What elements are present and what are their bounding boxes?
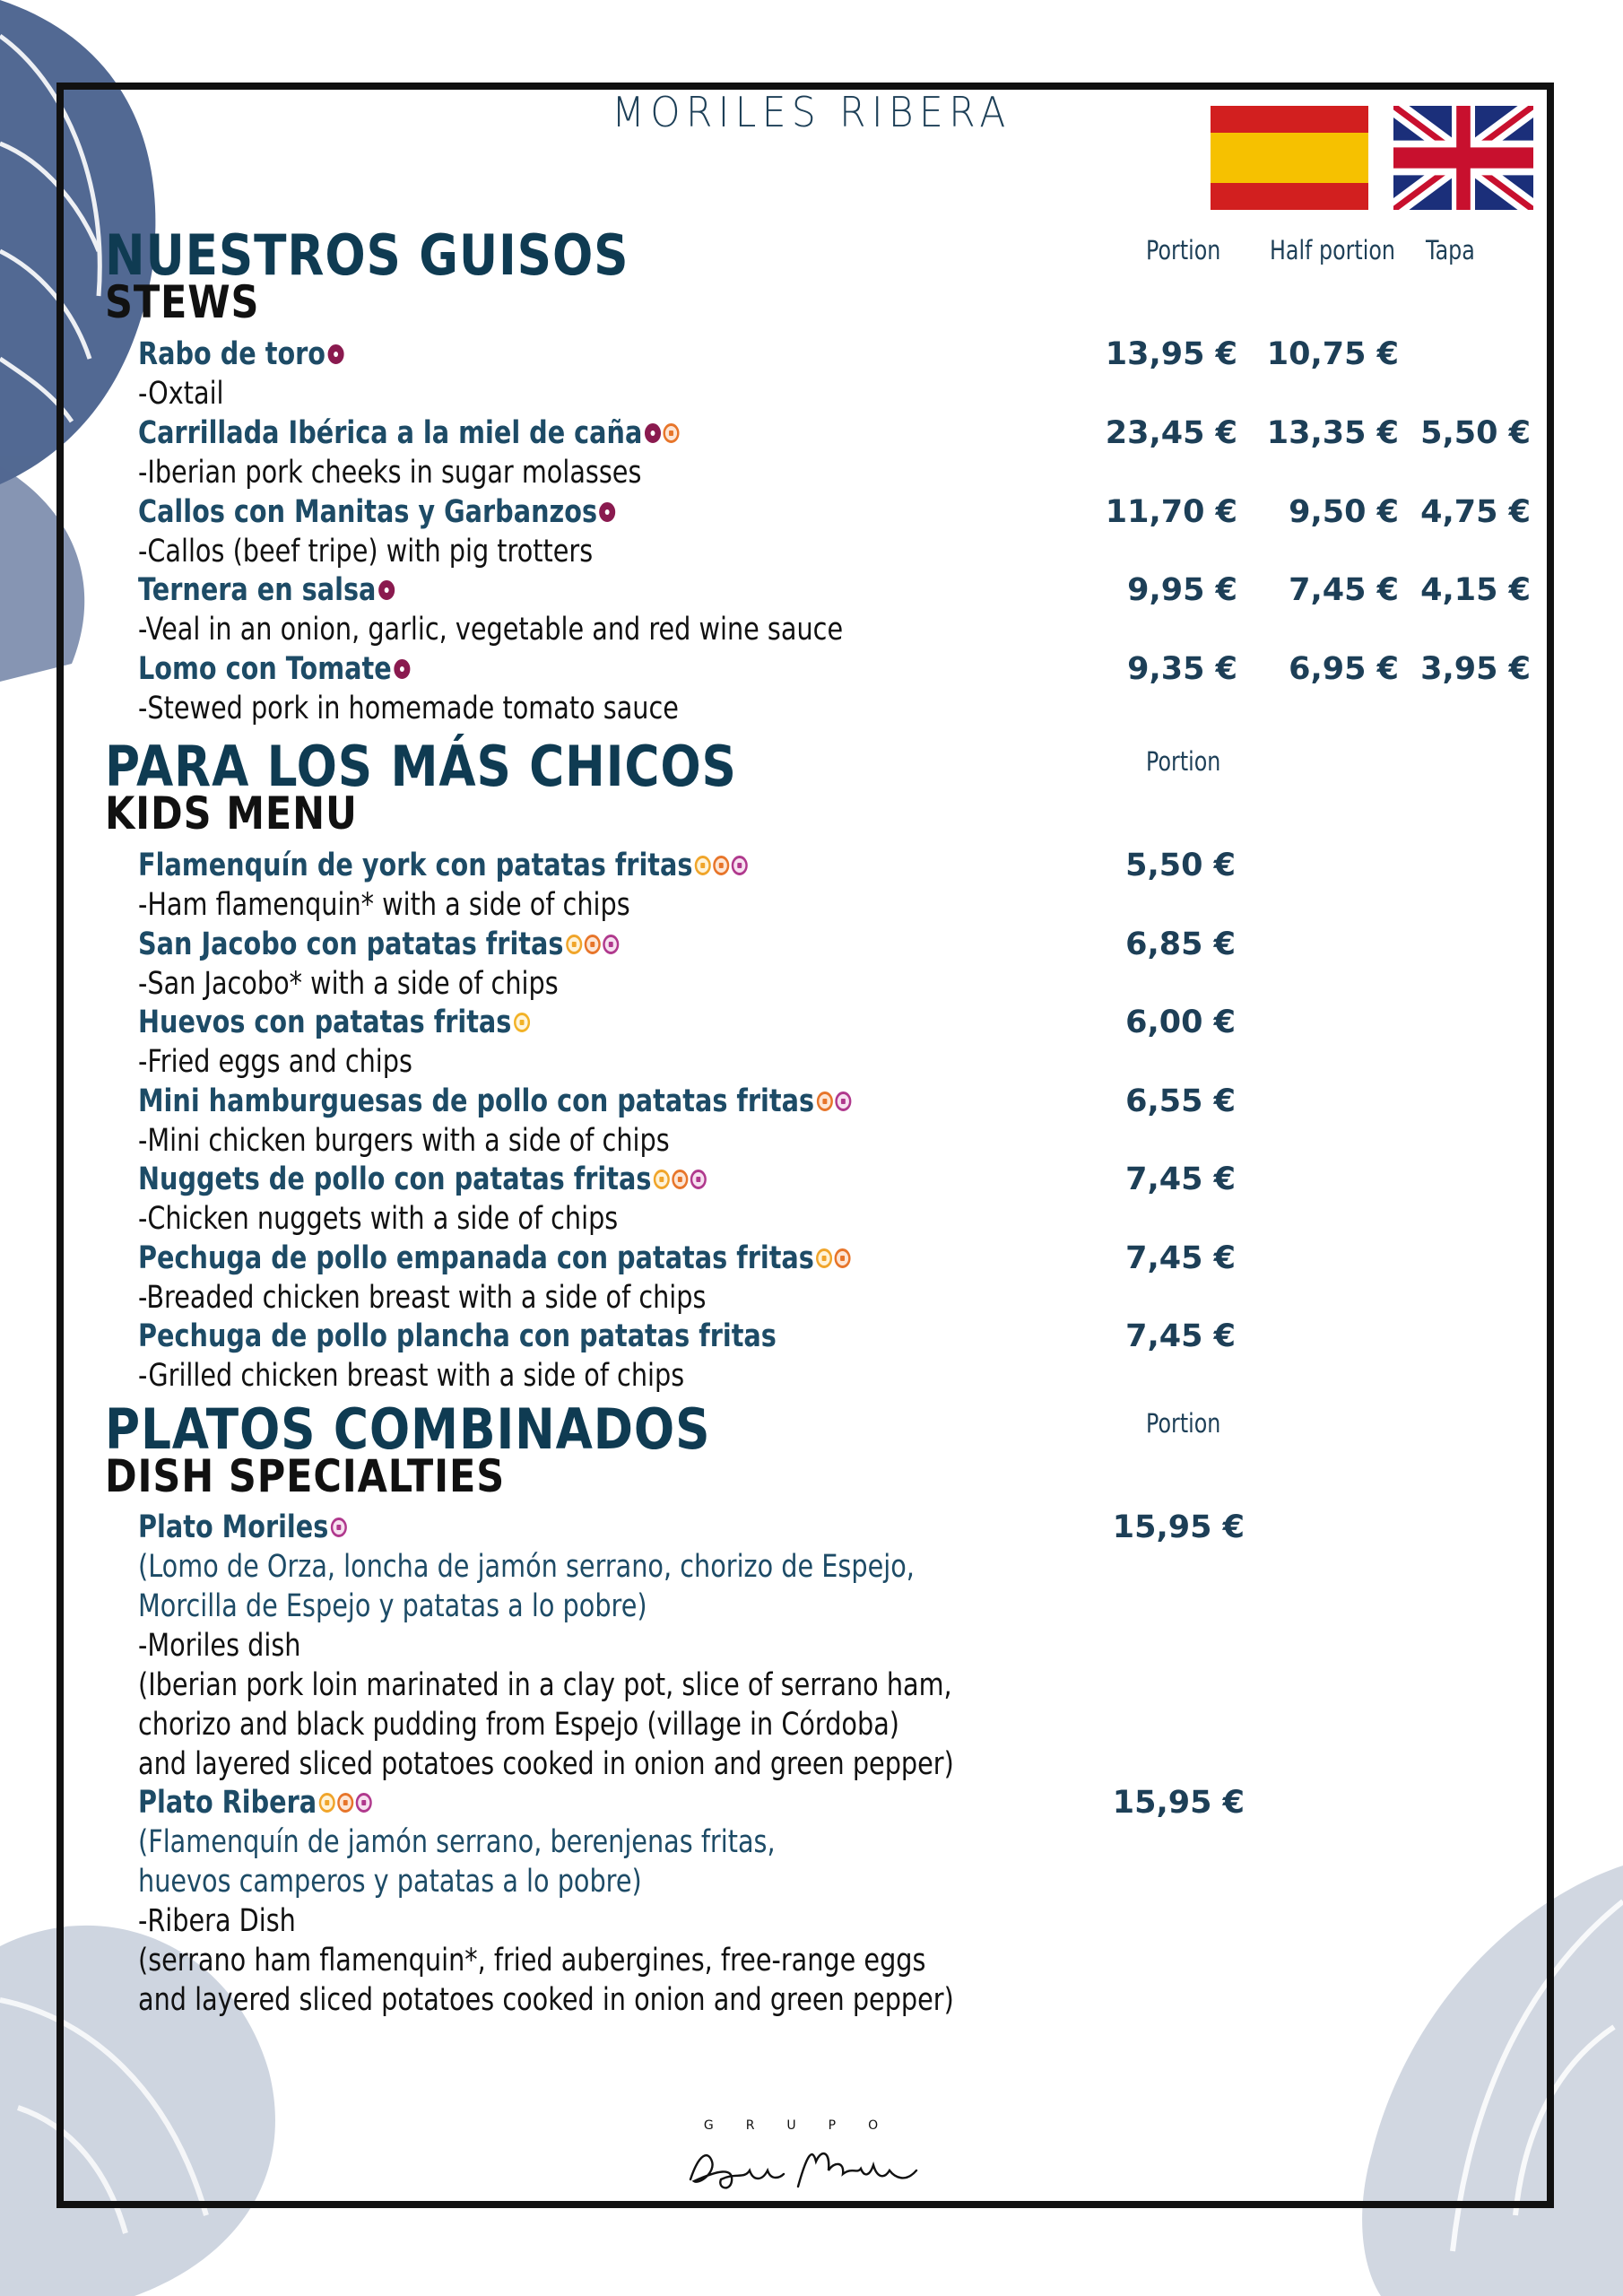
section-subtitle-stews: STEWS bbox=[105, 276, 260, 328]
lactose-allergen-icon bbox=[356, 1793, 372, 1813]
sulfite-allergen-icon bbox=[672, 1170, 688, 1189]
menu-item-name: Pechuga de pollo plancha con patatas fritas bbox=[138, 1318, 777, 1354]
price-portion: 5,50 € bbox=[1125, 848, 1236, 883]
celery-allergen-icon bbox=[645, 423, 661, 443]
gluten-allergen-icon bbox=[816, 1248, 832, 1268]
menu-item-name: Lomo con Tomate bbox=[138, 651, 410, 687]
menu-item-name: Flamenquín de york con patatas fritas bbox=[138, 848, 748, 883]
celery-allergen-icon bbox=[394, 659, 410, 679]
price-portion: 15,95 € bbox=[1112, 1509, 1245, 1545]
price-tapa: 4,15 € bbox=[1420, 572, 1531, 608]
sulfite-allergen-icon bbox=[817, 1091, 833, 1111]
price-tapa: 5,50 € bbox=[1420, 415, 1531, 451]
price-portion: 9,35 € bbox=[1127, 651, 1237, 687]
menu-item-name: Huevos con patatas fritas bbox=[138, 1004, 530, 1040]
menu-item-description: -Fried eggs and chips bbox=[138, 1044, 412, 1080]
lactose-allergen-icon bbox=[835, 1091, 851, 1111]
lactose-allergen-icon bbox=[690, 1170, 707, 1189]
egg-allergen-icon bbox=[514, 1013, 530, 1032]
celery-allergen-icon bbox=[599, 502, 615, 522]
column-header-half-portion: Half portion bbox=[1270, 235, 1395, 265]
menu-item-description: (serrano ham flamenquin*, fried aubergines, free-range eggs bbox=[138, 1943, 926, 1979]
price-portion: 6,00 € bbox=[1125, 1004, 1236, 1040]
lactose-allergen-icon bbox=[732, 856, 748, 875]
menu-item-description: -Chicken nuggets with a side of chips bbox=[138, 1201, 619, 1237]
column-header-portion: Portion bbox=[1146, 746, 1221, 777]
price-portion: 11,70 € bbox=[1105, 494, 1237, 530]
menu-item-description: -Moriles dish bbox=[138, 1628, 301, 1664]
sulfite-allergen-icon bbox=[713, 856, 729, 875]
price-tapa: 4,75 € bbox=[1420, 494, 1531, 530]
price-portion: 7,45 € bbox=[1125, 1318, 1236, 1354]
menu-item-name: Pechuga de pollo empanada con patatas fritas bbox=[138, 1240, 851, 1276]
menu-item-description: -Iberian pork cheeks in sugar molasses bbox=[138, 455, 642, 491]
section-title-stews: NUESTROS GUISOS bbox=[105, 222, 629, 288]
menu-item-description: -Callos (beef tripe) with pig trotters bbox=[138, 534, 594, 570]
grupo-bar-moriles-logo bbox=[664, 2118, 950, 2199]
logo-grupo-text: GRUPO bbox=[703, 2118, 911, 2133]
menu-item-name: Plato Ribera bbox=[138, 1785, 372, 1821]
sulfite-allergen-icon bbox=[663, 423, 679, 443]
menu-item-name: Ternera en salsa bbox=[138, 572, 395, 608]
menu-item-name: Callos con Manitas y Garbanzos bbox=[138, 494, 616, 530]
section-title-kids: PARA LOS MÁS CHICOS bbox=[105, 734, 737, 799]
menu-item-description-es: (Lomo de Orza, loncha de jamón serrano, chorizo de Espejo, bbox=[138, 1549, 915, 1585]
brand-title: MORILES RIBERA bbox=[612, 88, 1011, 136]
menu-item-name: Mini hamburguesas de pollo con patatas fritas bbox=[138, 1083, 851, 1119]
lactose-allergen-icon bbox=[331, 1518, 347, 1537]
price-portion: 7,45 € bbox=[1125, 1161, 1236, 1197]
price-half-portion: 10,75 € bbox=[1266, 336, 1399, 372]
menu-item-description: -Breaded chicken breast with a side of chips bbox=[138, 1280, 707, 1316]
price-tapa: 3,95 € bbox=[1420, 651, 1531, 687]
menu-item-description-es: Morcilla de Espejo y patatas a lo pobre) bbox=[138, 1588, 647, 1624]
menu-item-description: -Oxtail bbox=[138, 376, 224, 412]
price-portion: 15,95 € bbox=[1112, 1785, 1245, 1821]
column-header-portion: Portion bbox=[1146, 235, 1221, 265]
uk-flag-icon[interactable] bbox=[1393, 106, 1533, 210]
price-half-portion: 6,95 € bbox=[1289, 651, 1399, 687]
menu-item-description: -Stewed pork in homemade tomato sauce bbox=[138, 691, 679, 726]
menu-item-description: chorizo and black pudding from Espejo (village in Córdoba) bbox=[138, 1707, 899, 1743]
column-header-portion: Portion bbox=[1146, 1408, 1221, 1439]
sulfite-allergen-icon bbox=[337, 1793, 353, 1813]
price-portion: 23,45 € bbox=[1105, 415, 1237, 451]
price-portion: 9,95 € bbox=[1127, 572, 1237, 608]
menu-item-name: San Jacobo con patatas fritas bbox=[138, 926, 619, 962]
price-half-portion: 13,35 € bbox=[1266, 415, 1399, 451]
price-half-portion: 7,45 € bbox=[1289, 572, 1399, 608]
spain-flag-icon[interactable] bbox=[1211, 106, 1368, 210]
gluten-allergen-icon bbox=[695, 856, 711, 875]
logo-script-signature bbox=[681, 2135, 933, 2199]
menu-item-description: and layered sliced potatoes cooked in onion and green pepper) bbox=[138, 1746, 954, 1782]
price-portion: 6,85 € bbox=[1125, 926, 1236, 962]
section-title-combos: PLATOS COMBINADOS bbox=[105, 1396, 711, 1462]
sulfite-allergen-icon bbox=[835, 1248, 851, 1268]
menu-item-name: Rabo de toro bbox=[138, 336, 344, 372]
price-portion: 6,55 € bbox=[1125, 1083, 1236, 1119]
gluten-allergen-icon bbox=[566, 935, 582, 954]
menu-item-description: -Mini chicken burgers with a side of chips bbox=[138, 1123, 670, 1159]
price-half-portion: 9,50 € bbox=[1289, 494, 1399, 530]
celery-allergen-icon bbox=[378, 580, 395, 600]
menu-item-description: -San Jacobo* with a side of chips bbox=[138, 966, 559, 1002]
column-header-tapa: Tapa bbox=[1426, 235, 1475, 265]
menu-item-description: -Grilled chicken breast with a side of chips bbox=[138, 1358, 685, 1394]
section-subtitle-combos: DISH SPECIALTIES bbox=[105, 1450, 506, 1502]
price-portion: 7,45 € bbox=[1125, 1240, 1236, 1276]
sulfite-allergen-icon bbox=[584, 935, 600, 954]
menu-item-name: Nuggets de pollo con patatas fritas bbox=[138, 1161, 707, 1197]
celery-allergen-icon bbox=[327, 344, 343, 364]
menu-item-description: and layered sliced potatoes cooked in onion and green pepper) bbox=[138, 1982, 954, 2018]
menu-item-description: (Iberian pork loin marinated in a clay pot, slice of serrano ham, bbox=[138, 1667, 952, 1703]
menu-item-description: -Ham flamenquin* with a side of chips bbox=[138, 887, 630, 923]
gluten-allergen-icon bbox=[319, 1793, 335, 1813]
lactose-allergen-icon bbox=[603, 935, 619, 954]
section-subtitle-kids: KIDS MENU bbox=[105, 787, 358, 839]
menu-item-description: -Veal in an onion, garlic, vegetable and red wine sauce bbox=[138, 612, 844, 648]
menu-item-description: -Ribera Dish bbox=[138, 1903, 296, 1939]
price-portion: 13,95 € bbox=[1105, 336, 1237, 372]
gluten-allergen-icon bbox=[654, 1170, 670, 1189]
menu-item-name: Plato Moriles bbox=[138, 1509, 347, 1545]
menu-item-description-es: (Flamenquín de jamón serrano, berenjenas fritas, bbox=[138, 1824, 776, 1860]
menu-item-name: Carrillada Ibérica a la miel de caña bbox=[138, 415, 679, 451]
menu-item-description-es: huevos camperos y patatas a lo pobre) bbox=[138, 1864, 642, 1900]
